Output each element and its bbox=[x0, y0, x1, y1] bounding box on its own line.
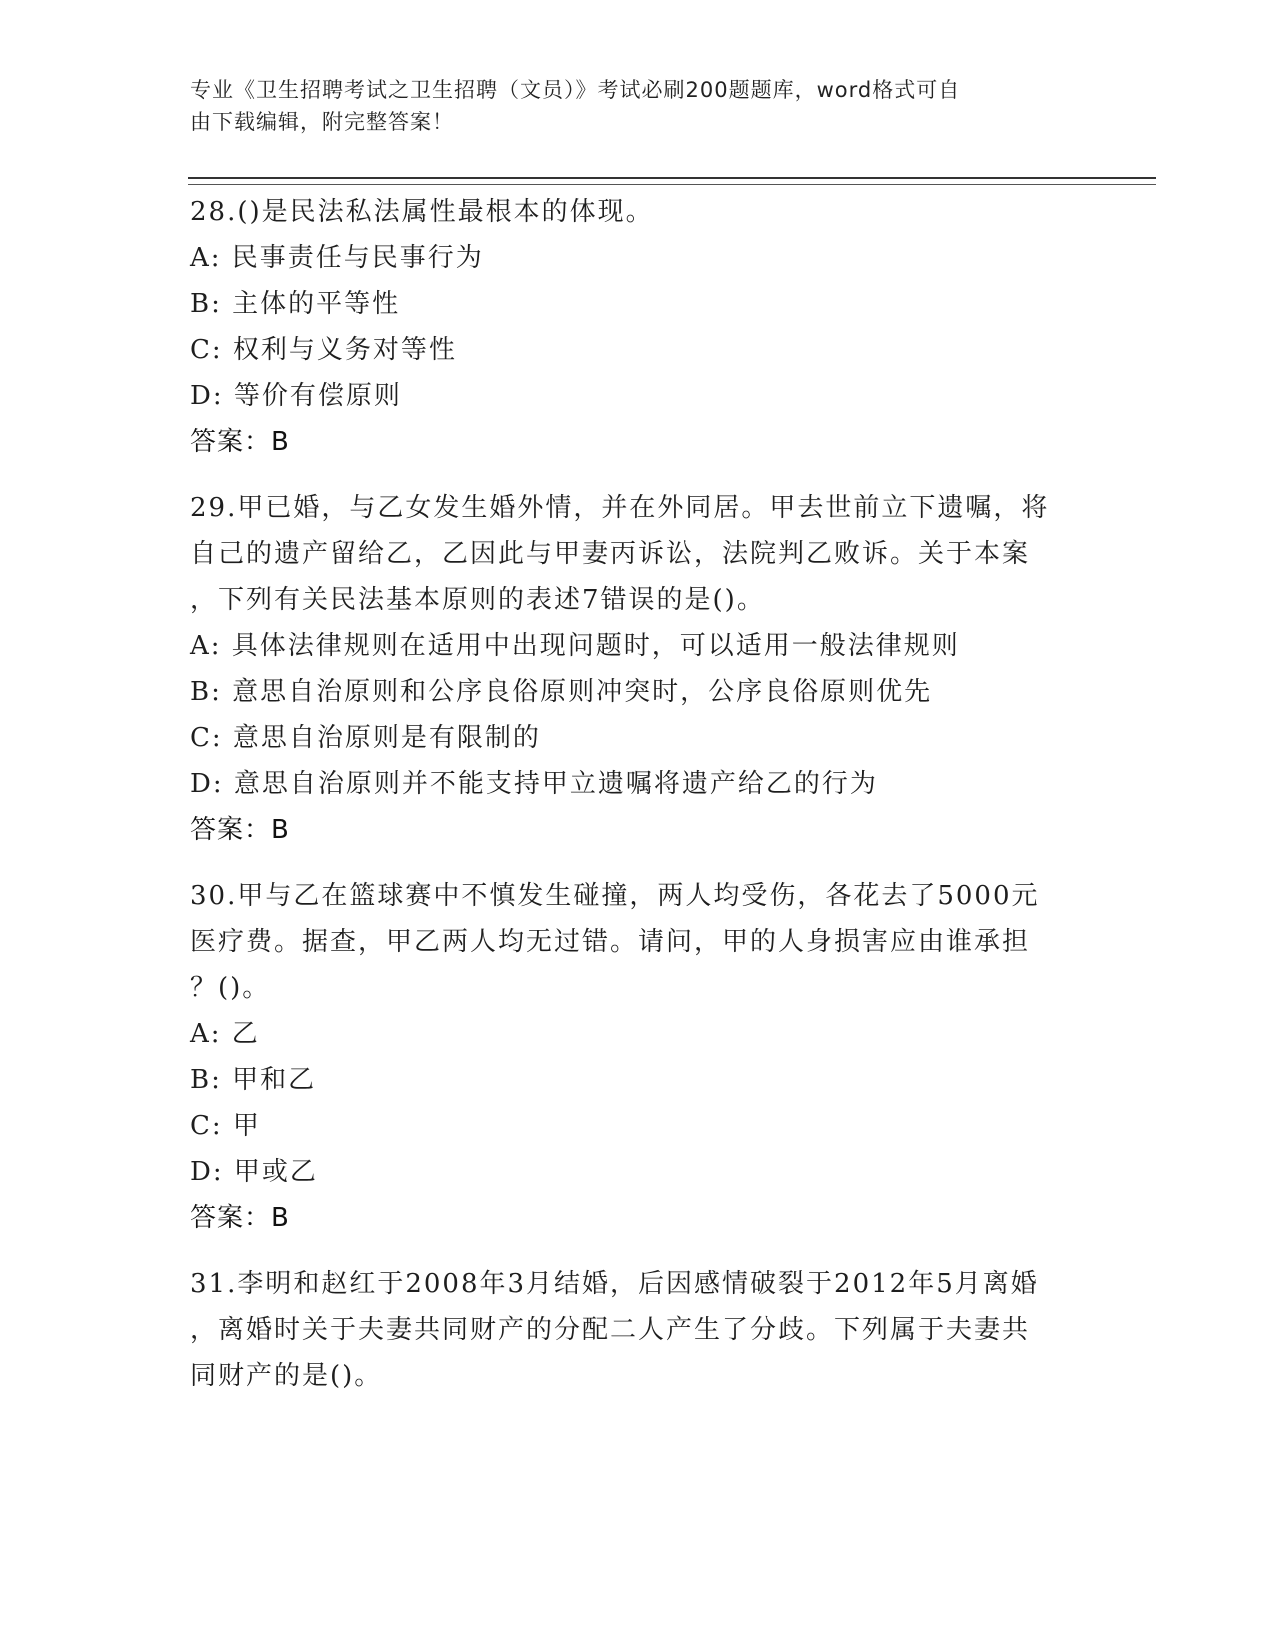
option-d: D: 甲或乙 bbox=[190, 1157, 318, 1187]
question-30 bbox=[190, 873, 1090, 1241]
option-b: B: 主体的平等性 bbox=[190, 289, 401, 319]
question-stem-line: 30.甲与乙在篮球赛中不慎发生碰撞，两人均受伤，各花去了5000元 bbox=[190, 881, 1040, 911]
question-stem-line: 同财产的是()。 bbox=[190, 1361, 383, 1391]
question-stem-line: ，下列有关民法基本原则的表述7错误的是()。 bbox=[190, 585, 765, 615]
option-b: B: 意思自治原则和公序良俗原则冲突时，公序良俗原则优先 bbox=[190, 677, 933, 707]
option-c: C: 意思自治原则是有限制的 bbox=[190, 723, 541, 753]
option-a: A: 民事责任与民事行为 bbox=[190, 243, 484, 273]
question-stem-line: 自己的遗产留给乙，乙因此与甲妻丙诉讼，法院判乙败诉。关于本案 bbox=[190, 539, 1031, 569]
question-31 bbox=[190, 1261, 1090, 1399]
answer-line: 答案：B bbox=[190, 1203, 290, 1233]
document-header bbox=[190, 74, 1070, 138]
question-stem-line: 28.()是民法私法属性最根本的体现。 bbox=[190, 197, 654, 227]
answer-line: 答案：B bbox=[190, 815, 290, 845]
question-stem-line: 29.甲已婚，与乙女发生婚外情，并在外同居。甲去世前立下遗嘱，将 bbox=[190, 493, 1050, 523]
question-stem-line: 31.李明和赵红于2008年3月结婚，后因感情破裂于2012年5月离婚 bbox=[190, 1269, 1039, 1299]
option-a: A: 乙 bbox=[190, 1019, 260, 1049]
question-29 bbox=[190, 485, 1090, 853]
question-28 bbox=[190, 189, 1090, 465]
question-stem-line: ，离婚时关于夫妻共同财产的分配二人产生了分歧。下列属于夫妻共 bbox=[190, 1315, 1031, 1345]
header-line-1: 专业《卫生招聘考试之卫生招聘（文员）》考试必刷200题题库，word格式可自 bbox=[190, 78, 961, 102]
question-list bbox=[190, 189, 1090, 1419]
question-stem bbox=[190, 485, 1090, 623]
answer-line: 答案：B bbox=[190, 427, 290, 457]
header-divider-thick bbox=[188, 177, 1156, 179]
question-stem bbox=[190, 873, 1090, 1011]
header-divider-thin bbox=[188, 184, 1156, 185]
option-d: D: 意思自治原则并不能支持甲立遗嘱将遗产给乙的行为 bbox=[190, 769, 878, 799]
option-c: C: 权利与义务对等性 bbox=[190, 335, 457, 365]
option-a: A: 具体法律规则在适用中出现问题时，可以适用一般法律规则 bbox=[190, 631, 960, 661]
question-stem bbox=[190, 189, 1090, 235]
question-stem-line: 医疗费。据查，甲乙两人均无过错。请问，甲的人身损害应由谁承担 bbox=[190, 927, 1031, 957]
option-d: D: 等价有偿原则 bbox=[190, 381, 402, 411]
header-line-2: 由下载编辑，附完整答案！ bbox=[190, 110, 454, 134]
question-stem-line: ？()。 bbox=[190, 973, 271, 1003]
option-c: C: 甲 bbox=[190, 1111, 261, 1141]
option-b: B: 甲和乙 bbox=[190, 1065, 317, 1095]
question-stem bbox=[190, 1261, 1090, 1399]
